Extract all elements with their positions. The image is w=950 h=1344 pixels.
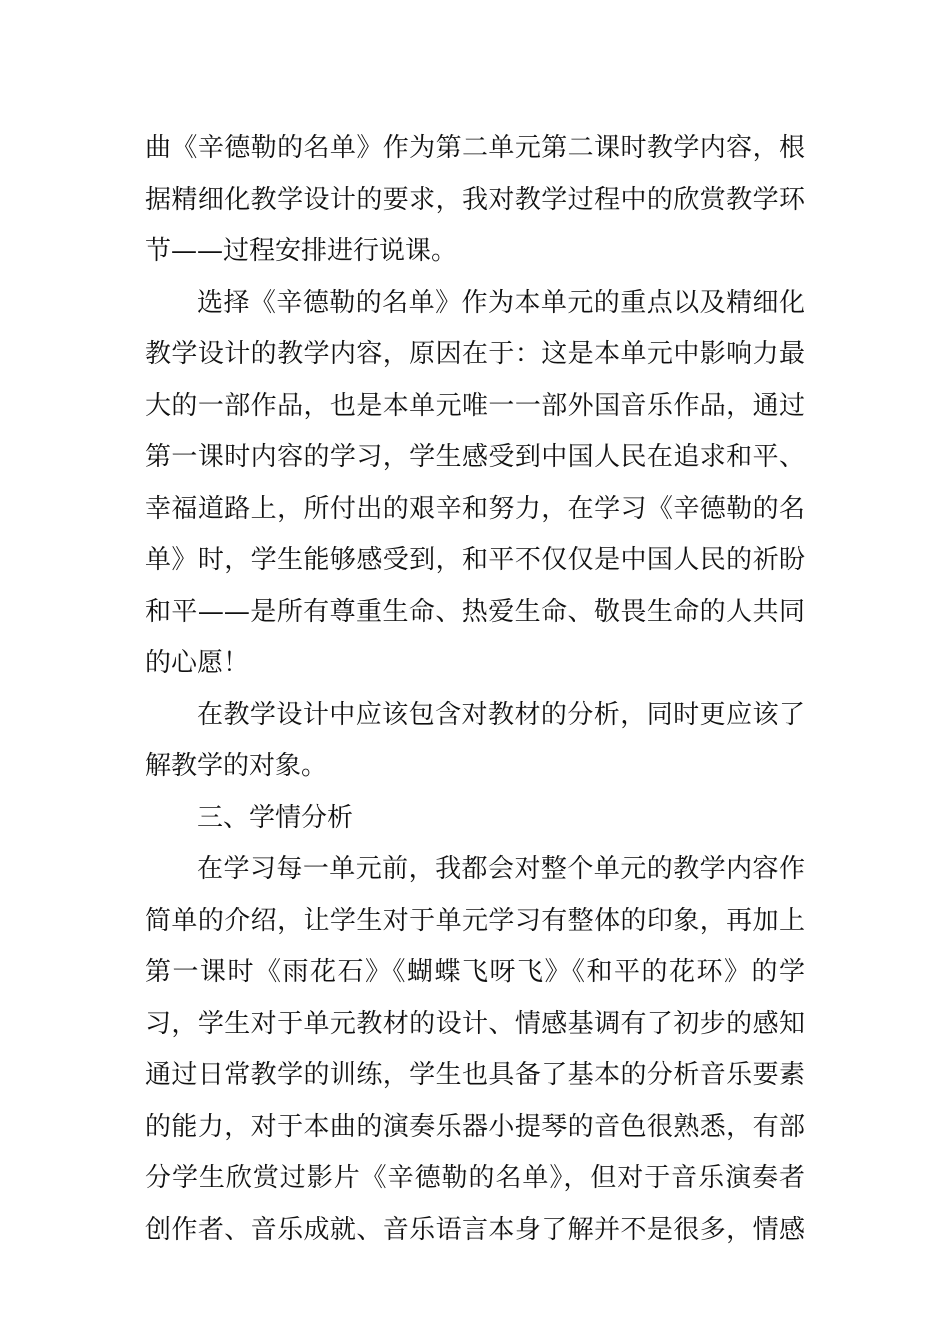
text-line-21: 分学生欣赏过影片《辛德勒的名单》，但对于音乐演奏者 <box>145 1163 805 1193</box>
text-line-17: 第一课时《雨花石》《蝴蝶飞呀飞》《和平的花环》的学 <box>145 957 805 987</box>
text-line-6: 大的一部作品，也是本单元唯一一部外国音乐作品，通过 <box>145 391 805 421</box>
text-line-16: 简单的介绍，让学生对于单元学习有整体的印象，再加上 <box>145 906 805 936</box>
text-line-9: 单》时，学生能够感受到，和平不仅仅是中国人民的祈盼 <box>145 545 805 575</box>
text-line-18: 习，学生对于单元教材的设计、情感基调有了初步的感知 <box>145 1009 805 1039</box>
text-line-15: 在学习每一单元前，我都会对整个单元的教学内容作 <box>197 854 805 884</box>
text-line-19: 通过日常教学的训练，学生也具备了基本的分析音乐要素 <box>145 1060 805 1090</box>
text-line-8: 幸福道路上，所付出的艰辛和努力，在学习《辛德勒的名 <box>145 494 805 524</box>
text-line-12: 在教学设计中应该包含对教材的分析，同时更应该了 <box>197 700 805 730</box>
text-line-7: 第一课时内容的学习，学生感受到中国人民在追求和平、 <box>145 442 805 472</box>
text-line-22: 创作者、音乐成就、音乐语言本身了解并不是很多，情感 <box>145 1215 805 1245</box>
text-line-3: 节——过程安排进行说课。 <box>145 236 458 266</box>
text-line-10: 和平——是所有尊重生命、热爱生命、敬畏生命的人共同 <box>145 597 805 627</box>
text-line-20: 的能力，对于本曲的演奏乐器小提琴的音色很熟悉，有部 <box>145 1112 805 1142</box>
text-line-4: 选择《辛德勒的名单》作为本单元的重点以及精细化 <box>197 288 805 318</box>
text-line-13: 解教学的对象。 <box>145 751 328 781</box>
text-line-2: 据精细化教学设计的要求，我对教学过程中的欣赏教学环 <box>145 185 805 215</box>
text-line-11: 的心愿！ <box>145 648 250 678</box>
text-line-1: 曲《辛德勒的名单》作为第二单元第二课时教学内容，根 <box>145 133 805 163</box>
section-heading: 三、学情分析 <box>197 803 354 833</box>
text-line-5: 教学设计的教学内容，原因在于：这是本单元中影响力最 <box>145 339 805 369</box>
